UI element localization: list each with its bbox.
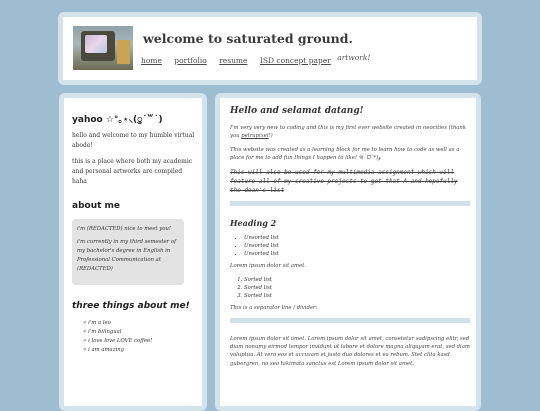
nav-note: artwork! (337, 53, 371, 62)
list-item: • Unsorted list (244, 242, 470, 250)
unordered-list (230, 234, 470, 258)
things-list (72, 319, 196, 355)
main-heading: Hello and selamat datang! (230, 106, 364, 116)
list-item: ✧ i'm bilingual (82, 328, 196, 337)
heading-2: Heading 2 (230, 218, 277, 228)
lorem-short: Lorem ipsum dolor sit amet. (230, 263, 307, 269)
nav-portfolio[interactable]: portfolio (174, 56, 207, 65)
separator-note: This is a separator line / divider: (230, 305, 318, 311)
about-line-1: i'm (REDACTED) nice to meet you! (77, 226, 172, 232)
about-line-2: i'm currently in my third semester of my bachelor's degree in English in Professional Communication at (REDACTED) (77, 239, 177, 272)
things-heading: three things about me! (72, 301, 190, 311)
nav-bar (141, 53, 371, 65)
header-image (73, 26, 133, 70)
nav-isd-concept-paper[interactable]: ISD concept paper (259, 56, 331, 65)
list-item: 1. Sorted list (244, 276, 470, 284)
list-item: 3. Sorted list (244, 292, 470, 300)
tv-illustration (81, 31, 115, 61)
divider (230, 318, 470, 323)
divider (230, 201, 470, 206)
list-item: • Unsorted list (244, 234, 470, 242)
purpose-paragraph: This website was created as a learning block for me to learn how to code as well as a place for me to add fun things I happen to like! ٩(ˊᗜˋ*)و (230, 147, 460, 161)
sidebar-intro-2: this is a place where both my academic and personal artworks are compiled haha (72, 158, 193, 185)
list-item: ✧ i love love LOVE coffee! (82, 337, 196, 346)
list-item: ✧ i'm a leo (82, 319, 196, 328)
ordered-list (230, 276, 470, 300)
intro-paragraph: I'm very very new to coding and this is my first ever website created in neocities (thank you petrapixel!) (230, 125, 467, 139)
list-item: 2. Sorted list (244, 284, 470, 292)
about-heading: about me (72, 201, 121, 211)
main-content-card[interactable] (215, 93, 481, 411)
petrapixel-link[interactable]: petrapixel (241, 133, 269, 139)
sidebar-card[interactable] (59, 93, 207, 411)
sidebar-intro-1: hello and welcome to my humble virtual abode! (72, 132, 195, 149)
assignment-paragraph: This will also be used for my multimedia assignment which will feature all of my creative projects to get that A and hopefully the dean's list (230, 169, 458, 194)
about-box (72, 219, 184, 285)
site-title: welcome to saturated ground. (143, 31, 353, 46)
list-item: ✧ i am amazing (82, 346, 196, 355)
nav-home[interactable]: home (141, 56, 162, 65)
list-item: • Unsorted list (244, 250, 470, 258)
nav-resume[interactable]: resume (219, 56, 248, 65)
lorem-long: Lorem ipsum dolor sit amet. Lorem ipsum dolor sit amet, consetetur sadipscing elitr, sed diam nonumy eirmod tempor invidunt ut labore et dolore magna aliquyam erat, sed diam voluptua. At vero eos et accusam et justo duo dolores et ea rebum. Stet clita kasd gubergren, no sea takimata sanctus est Lorem ipsum dolor sit amet. (230, 336, 470, 367)
sidebar-greeting: yahoo ☆°｡⋆⸜(ु˙꒳˙) (72, 115, 163, 125)
header-card (58, 12, 482, 85)
